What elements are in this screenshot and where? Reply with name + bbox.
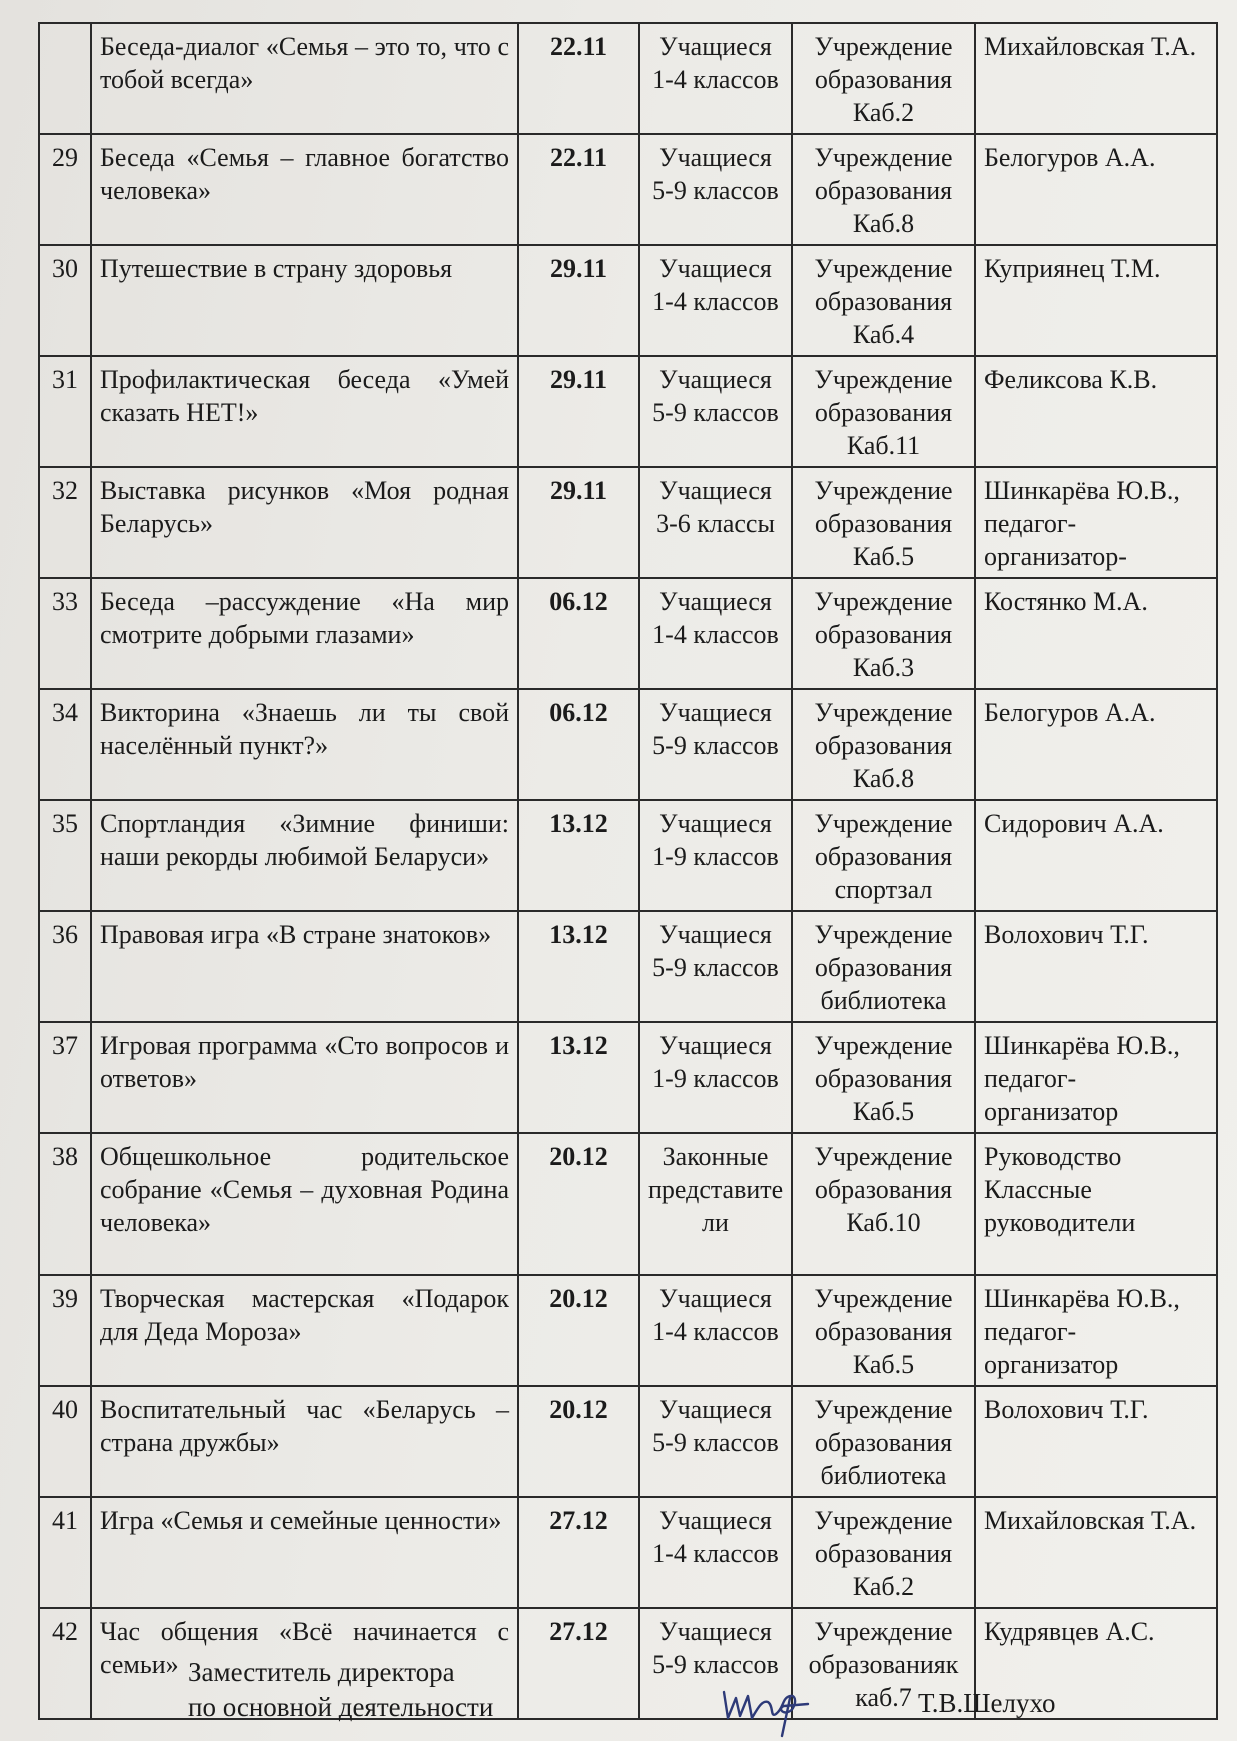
event-audience <box>639 911 792 1022</box>
event-responsible: Костянко М.А. <box>975 578 1217 689</box>
event-audience <box>639 578 792 689</box>
table-row <box>39 134 1217 245</box>
place-line: Каб.2 <box>852 98 915 127</box>
event-place <box>792 1275 975 1386</box>
place-line: Учреждение <box>814 1506 953 1535</box>
audience-line: Законные <box>662 1142 769 1171</box>
event-place <box>792 245 975 356</box>
event-audience <box>639 689 792 800</box>
place-line: образования <box>814 65 953 94</box>
event-date: 27.12 <box>518 1608 639 1719</box>
place-line: Учреждение <box>814 365 953 394</box>
place-line: Учреждение <box>814 809 953 838</box>
table-row <box>39 1133 1217 1275</box>
audience-line: Учащиеся <box>659 1617 772 1646</box>
event-date: 20.12 <box>518 1275 639 1386</box>
row-number: 36 <box>39 911 91 1022</box>
audience-line: 5-9 классов <box>652 1428 779 1457</box>
event-place <box>792 134 975 245</box>
event-audience <box>639 1133 792 1275</box>
place-line: Учреждение <box>814 32 953 61</box>
place-line: образования <box>814 731 953 760</box>
place-line: образования <box>814 953 953 982</box>
row-number: 42 <box>39 1608 91 1719</box>
event-responsible: Кудрявцев А.С. <box>975 1608 1217 1719</box>
place-line: Учреждение <box>814 1142 953 1171</box>
audience-line: Учащиеся <box>659 1031 772 1060</box>
place-line: Учреждение <box>814 920 953 949</box>
place-line: образования <box>814 1539 953 1568</box>
audience-line: 5-9 классов <box>652 731 779 760</box>
row-number: 30 <box>39 245 91 356</box>
place-line: образования <box>814 176 953 205</box>
event-place <box>792 23 975 134</box>
event-responsible: Белогуров А.А. <box>975 134 1217 245</box>
event-title: Игра «Семья и семейные ценности» <box>91 1497 518 1608</box>
table-row <box>39 911 1217 1022</box>
row-number <box>39 23 91 134</box>
event-place <box>792 689 975 800</box>
event-title: Час общения «Всё начинается с семьи» <box>91 1608 518 1719</box>
event-title: Общешкольное родительское собрание «Семья – духовная Родина человека» <box>91 1133 518 1275</box>
audience-line: Учащиеся <box>659 1395 772 1424</box>
place-line: библиотека <box>820 1461 947 1490</box>
audience-line: Учащиеся <box>659 32 772 61</box>
event-responsible: Феликсова К.В. <box>975 356 1217 467</box>
place-line: Каб.4 <box>852 320 915 349</box>
event-responsible: Руководство Классные руководители <box>975 1133 1217 1275</box>
event-title: Воспитательный час «Беларусь – страна дружбы» <box>91 1386 518 1497</box>
event-date: 13.12 <box>518 1022 639 1133</box>
place-line: образования <box>814 1428 953 1457</box>
event-audience <box>639 1275 792 1386</box>
signature-block <box>188 1655 493 1725</box>
event-responsible: Белогуров А.А. <box>975 689 1217 800</box>
place-line: Каб.2 <box>852 1572 915 1601</box>
table-row <box>39 245 1217 356</box>
events-table <box>38 22 1218 1720</box>
event-responsible: Сидорович А.А. <box>975 800 1217 911</box>
event-title: Профилактическая беседа «Умей сказать НЕТ!» <box>91 356 518 467</box>
audience-line: Учащиеся <box>659 476 772 505</box>
audience-line: 1-4 классов <box>652 287 779 316</box>
handwritten-signature <box>718 1678 818 1738</box>
table-row <box>39 1386 1217 1497</box>
row-number: 40 <box>39 1386 91 1497</box>
table-row <box>39 689 1217 800</box>
event-responsible: Михайловская Т.А. <box>975 23 1217 134</box>
audience-line: 3-6 классы <box>656 509 775 538</box>
event-place <box>792 1133 975 1275</box>
signer-name: Т.В.Шелухо <box>918 1688 1056 1718</box>
place-line: образованияк <box>808 1650 959 1679</box>
row-number: 37 <box>39 1022 91 1133</box>
event-date: 27.12 <box>518 1497 639 1608</box>
event-audience <box>639 1497 792 1608</box>
audience-line: Учащиеся <box>659 365 772 394</box>
event-audience <box>639 23 792 134</box>
audience-line: 1-4 классов <box>652 65 779 94</box>
event-place <box>792 467 975 578</box>
event-title: Игровая программа «Сто вопросов и ответов» <box>91 1022 518 1133</box>
event-audience <box>639 134 792 245</box>
audience-line: 5-9 классов <box>652 398 779 427</box>
place-line: Учреждение <box>814 476 953 505</box>
event-place <box>792 1497 975 1608</box>
event-audience <box>639 1386 792 1497</box>
event-date: 20.12 <box>518 1133 639 1275</box>
place-line: Каб.3 <box>852 653 915 682</box>
signer-position: Заместитель директора <box>188 1657 455 1687</box>
table-row <box>39 1022 1217 1133</box>
event-place <box>792 1022 975 1133</box>
event-responsible: Волохович Т.Г. <box>975 911 1217 1022</box>
events-table-body <box>39 23 1217 1719</box>
audience-line: Учащиеся <box>659 1506 772 1535</box>
event-title: Правовая игра «В стране знатоков» <box>91 911 518 1022</box>
row-number: 35 <box>39 800 91 911</box>
audience-line: Учащиеся <box>659 143 772 172</box>
audience-line: ли <box>702 1208 729 1237</box>
event-date: 22.11 <box>518 23 639 134</box>
event-responsible: Волохович Т.Г. <box>975 1386 1217 1497</box>
place-line: Каб.11 <box>846 431 921 460</box>
audience-line: 5-9 классов <box>652 1650 779 1679</box>
place-line: Учреждение <box>814 1395 953 1424</box>
row-number: 34 <box>39 689 91 800</box>
place-line: Учреждение <box>814 698 953 727</box>
place-line: Каб.8 <box>852 209 915 238</box>
place-line: образования <box>814 842 953 871</box>
audience-line: Учащиеся <box>659 809 772 838</box>
event-title: Викторина «Знаешь ли ты свой населённый пункт?» <box>91 689 518 800</box>
place-line: образования <box>814 1064 953 1093</box>
event-audience <box>639 467 792 578</box>
place-line: каб.7 <box>855 1683 912 1712</box>
event-title: Беседа «Семья – главное богатство человека» <box>91 134 518 245</box>
event-place <box>792 911 975 1022</box>
event-date: 13.12 <box>518 911 639 1022</box>
audience-line: представите <box>648 1175 784 1204</box>
place-line: образования <box>814 620 953 649</box>
event-title: Творческая мастерская «Подарок для Деда Мороза» <box>91 1275 518 1386</box>
table-row <box>39 1497 1217 1608</box>
audience-line: Учащиеся <box>659 920 772 949</box>
audience-line: 1-4 классов <box>652 1317 779 1346</box>
row-number: 31 <box>39 356 91 467</box>
event-title: Спортландия «Зимние финиши: наши рекорды любимой Беларуси» <box>91 800 518 911</box>
event-date: 06.12 <box>518 578 639 689</box>
table-row <box>39 467 1217 578</box>
event-date: 29.11 <box>518 467 639 578</box>
event-place <box>792 578 975 689</box>
row-number: 39 <box>39 1275 91 1386</box>
table-row <box>39 356 1217 467</box>
place-line: Учреждение <box>814 254 953 283</box>
event-place <box>792 356 975 467</box>
place-line: образования <box>814 509 953 538</box>
place-line: образования <box>814 398 953 427</box>
event-audience <box>639 800 792 911</box>
place-line: Каб.5 <box>852 1350 915 1379</box>
event-audience <box>639 1022 792 1133</box>
audience-line: Учащиеся <box>659 587 772 616</box>
audience-line: 1-4 классов <box>652 1539 779 1568</box>
audience-line: Учащиеся <box>659 254 772 283</box>
audience-line: 5-9 классов <box>652 176 779 205</box>
place-line: Учреждение <box>814 587 953 616</box>
event-audience <box>639 356 792 467</box>
event-date: 29.11 <box>518 245 639 356</box>
audience-line: Учащиеся <box>659 1284 772 1313</box>
audience-line: 1-4 классов <box>652 620 779 649</box>
place-line: Каб.10 <box>846 1208 921 1237</box>
place-line: Учреждение <box>814 1031 953 1060</box>
audience-line: Учащиеся <box>659 698 772 727</box>
event-responsible: Шинкарёва Ю.В., педагог-организатор <box>975 1022 1217 1133</box>
place-line: Каб.8 <box>852 764 915 793</box>
event-title: Путешествие в страну здоровья <box>91 245 518 356</box>
place-line: Каб.5 <box>852 542 915 571</box>
place-line: Учреждение <box>814 1617 953 1646</box>
event-date: 13.12 <box>518 800 639 911</box>
event-responsible: Шинкарёва Ю.В., педагог-организатор- <box>975 467 1217 578</box>
row-number: 33 <box>39 578 91 689</box>
place-line: образования <box>814 1175 953 1204</box>
audience-line: 1-9 классов <box>652 842 779 871</box>
row-number: 41 <box>39 1497 91 1608</box>
audience-line: 5-9 классов <box>652 953 779 982</box>
event-date: 22.11 <box>518 134 639 245</box>
event-responsible: Шинкарёва Ю.В., педагог-организатор <box>975 1275 1217 1386</box>
event-responsible: Куприянец Т.М. <box>975 245 1217 356</box>
event-audience <box>639 245 792 356</box>
row-number: 29 <box>39 134 91 245</box>
table-row <box>39 578 1217 689</box>
event-date: 20.12 <box>518 1386 639 1497</box>
place-line: образования <box>814 1317 953 1346</box>
event-title: Выставка рисунков «Моя родная Беларусь» <box>91 467 518 578</box>
event-title: Беседа-диалог «Семья – это то, что с тобой всегда» <box>91 23 518 134</box>
place-line: библиотека <box>820 986 947 1015</box>
event-date: 29.11 <box>518 356 639 467</box>
table-row <box>39 23 1217 134</box>
row-number: 32 <box>39 467 91 578</box>
table-row <box>39 1275 1217 1386</box>
event-date: 06.12 <box>518 689 639 800</box>
event-title: Беседа –рассуждение «На мир смотрите добрыми глазами» <box>91 578 518 689</box>
place-line: спортзал <box>834 875 933 904</box>
place-line: образования <box>814 287 953 316</box>
event-responsible: Михайловская Т.А. <box>975 1497 1217 1608</box>
place-line: Каб.5 <box>852 1097 915 1126</box>
event-place <box>792 1386 975 1497</box>
event-place <box>792 800 975 911</box>
signer-position: по основной деятельности <box>188 1692 494 1722</box>
place-line: Учреждение <box>814 1284 953 1313</box>
row-number: 38 <box>39 1133 91 1275</box>
audience-line: 1-9 классов <box>652 1064 779 1093</box>
place-line: Учреждение <box>814 143 953 172</box>
table-row <box>39 800 1217 911</box>
